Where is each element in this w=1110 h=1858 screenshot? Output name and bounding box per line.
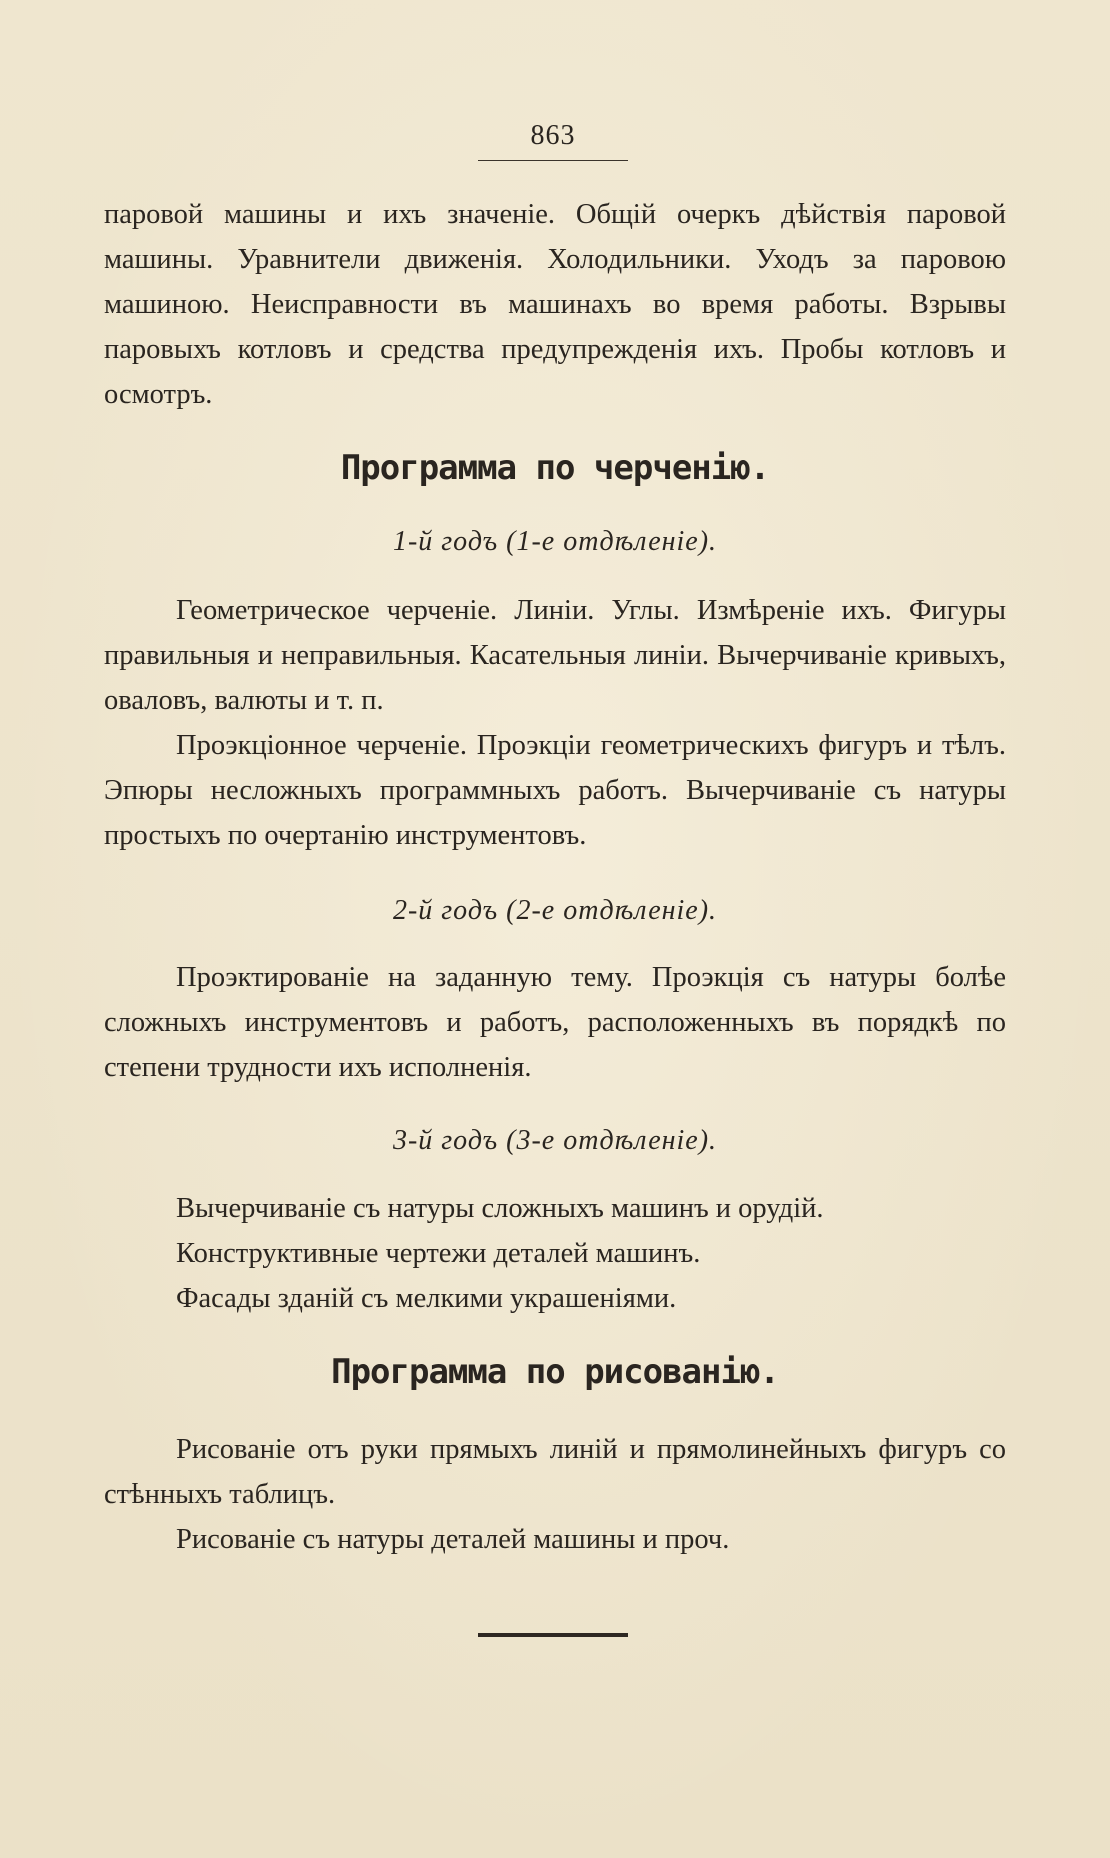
intro-paragraph-block xyxy=(104,192,1006,417)
drawing-year2-paragraph: Проэктированіе на заданную тему. Проэкція съ натуры болѣе сложныхъ инструментовъ и работъ, расположенныхъ въ порядкѣ по степени трудности ихъ исполненія. xyxy=(104,962,1006,1083)
drawing-year3-line: Вычерчиваніе съ натуры сложныхъ машинъ и орудій. xyxy=(176,1193,824,1224)
end-rule xyxy=(478,1633,628,1637)
drawing-year1-heading: 1-й годъ (1-е отдѣленіе). xyxy=(392,526,718,557)
drawing-year3-line: Конструктивные чертежи деталей машинъ. xyxy=(176,1238,701,1269)
drawing-year1-paragraph: Проэкціонное черченіе. Проэкціи геометрическихъ фигуръ и тѣлъ. Эпюры несложныхъ программныхъ работъ. Вычерчиваніе съ натуры простыхъ по очертанію инструментовъ. xyxy=(104,730,1006,851)
drawing-year3-block xyxy=(104,1186,1006,1321)
page-number-rule xyxy=(478,160,628,161)
intro-paragraph: паровой машины и ихъ значеніе. Общій очеркъ дѣйствія паровой машины. Уравнители движенія. Холодильники. Уходъ за паровою машиною. Неисправности въ машинахъ во время работы. Взрывы паровыхъ котловъ и средства предупрежденія ихъ. Пробы котловъ и осмотръ. xyxy=(104,199,1006,410)
drawing-program-title: Программа по черченію. xyxy=(340,448,770,488)
drawing-year2-heading: 2-й годъ (2-е отдѣленіе). xyxy=(392,895,718,926)
painting-paragraph: Рисованіе отъ руки прямыхъ линій и прямолинейныхъ фигуръ со стѣнныхъ таблицъ. xyxy=(104,1434,1006,1510)
drawing-year3-line: Фасады зданій съ мелкими украшеніями. xyxy=(176,1283,677,1314)
drawing-year1-block xyxy=(104,588,1006,858)
drawing-year1-paragraph: Геометрическое черченіе. Линіи. Углы. Измѣреніе ихъ. Фигуры правильныя и неправильныя. Касательныя линіи. Вычерчиваніе кривыхъ, оваловъ, валюты и т. п. xyxy=(104,595,1006,716)
painting-program-title: Программа по рисованію. xyxy=(331,1352,779,1392)
painting-block xyxy=(104,1427,1006,1562)
drawing-year3-heading: 3-й годъ (3-е отдѣленіе). xyxy=(392,1125,718,1156)
drawing-year2-block xyxy=(104,955,1006,1090)
painting-paragraph: Рисованіе съ натуры деталей машины и проч. xyxy=(176,1524,730,1555)
page-number: 863 xyxy=(530,120,576,151)
